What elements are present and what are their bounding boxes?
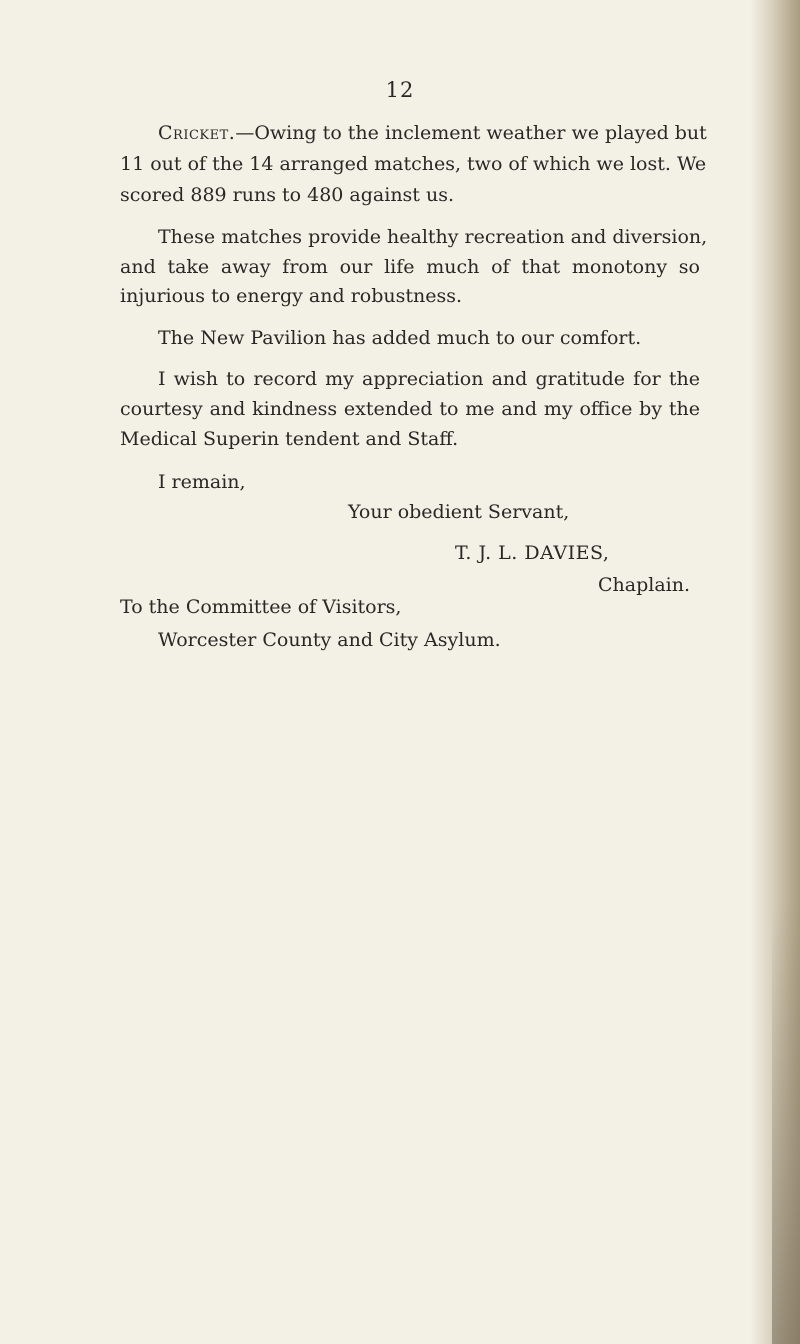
recreation-paragraph-line-2: and take away from our life much of that monotony so — [120, 256, 700, 278]
closing-remain: I remain, — [158, 471, 246, 493]
page-number: 12 — [385, 78, 415, 102]
closing-servant: Your obedient Servant, — [348, 501, 570, 523]
signature-name: T. J. L. DAVIES, — [455, 542, 610, 564]
cricket-line-1-text: —Owing to the inclement weather we played but — [235, 122, 707, 144]
gratitude-paragraph-line-1: I wish to record my appreciation and gratitude for the — [158, 368, 700, 390]
page-edge-stain — [772, 900, 800, 1344]
address-line-1: To the Committee of Visitors, — [120, 596, 402, 618]
recreation-paragraph-line-3: injurious to energy and robustness. — [120, 285, 463, 307]
pavilion-paragraph: The New Pavilion has added much to our comfort. — [158, 327, 642, 349]
cricket-heading: Cricket. — [158, 122, 236, 144]
address-line-2: Worcester County and City Asylum. — [158, 629, 501, 651]
cricket-paragraph-line-2: 11 out of the 14 arranged matches, two of which we lost. We — [120, 153, 707, 175]
signature-title: Chaplain. — [598, 574, 691, 596]
cricket-paragraph-line-3: scored 889 runs to 480 against us. — [120, 184, 455, 206]
recreation-paragraph-line-1: These matches provide healthy recreation and diversion, — [158, 226, 708, 248]
gratitude-paragraph-line-2: courtesy and kindness extended to me and my office by the — [120, 398, 700, 420]
gratitude-paragraph-line-3: Medical Superin tendent and Staff. — [120, 428, 459, 450]
cricket-paragraph-line-1 — [158, 118, 707, 148]
